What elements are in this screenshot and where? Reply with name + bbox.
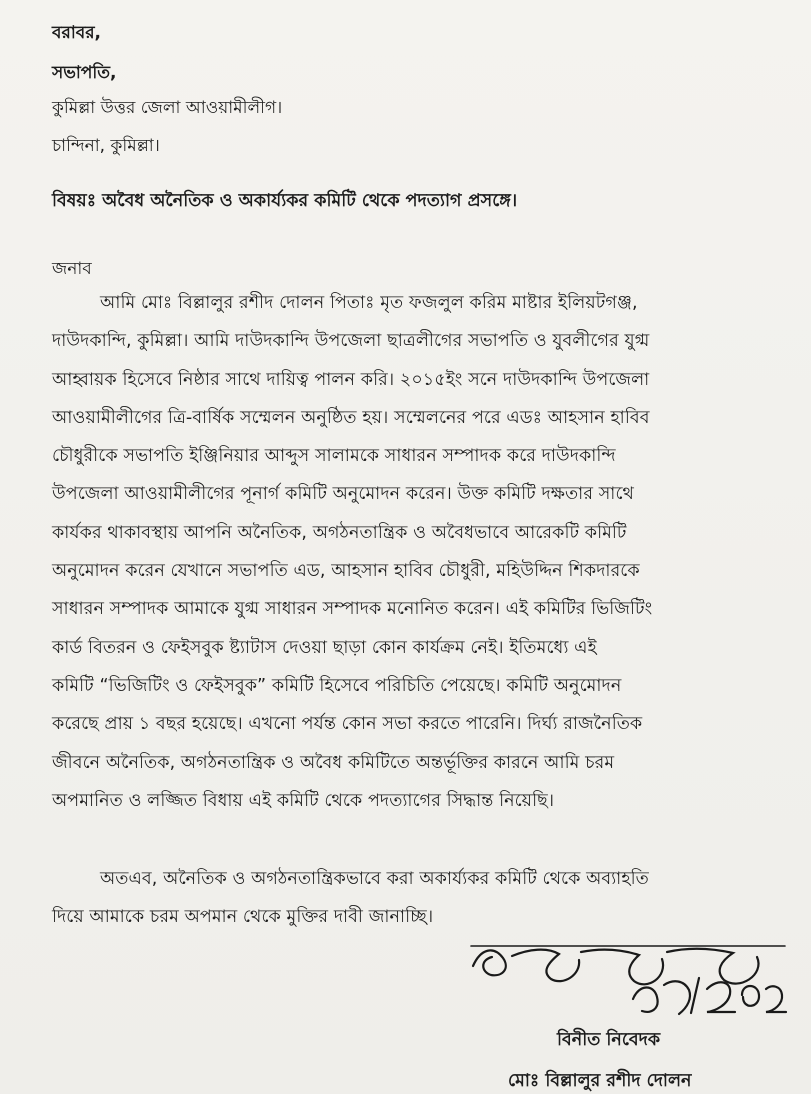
paragraph-1-line-11: কমিটি “ভিজিটিং ও ফেইসবুক” কমিটি হিসেবে পরিচিতি পেয়েছে। কমিটি অনুমোদন <box>52 676 622 696</box>
address-line-2: সভাপতি, <box>52 63 117 83</box>
address-line-4: চান্দিনা, কুমিল্লা। <box>52 136 160 156</box>
paragraph-1-line-5: চৌধুরীকে সভাপতি ইঞ্জিনিয়ার আব্দুস সালামকে সাধারন সম্পাদক করে দাউদকান্দি <box>52 446 616 466</box>
paragraph-1-line-3: আহ্বায়ক হিসেবে নিষ্ঠার সাথে দায়িত্ব পালন করি। ২০১৫ইং সনে দাউদকান্দি উপজেলা <box>52 370 650 390</box>
handwritten-signature <box>463 937 793 1017</box>
paragraph-1-line-9: সাধারন সম্পাদক আমাকে যুগ্ম সাধারন সম্পাদক মনোনিত করেন। এই কমিটির ভিজিটিং <box>52 599 653 619</box>
salutation: জনাব <box>52 259 92 279</box>
address-line-1: বরাবর, <box>52 23 102 43</box>
paragraph-1-line-12: করেছে প্রায় ১ বছর হয়েছে। এখনো পর্যন্ত কোন সভা করতে পারেনি। দির্ঘ্য রাজনৈতিক <box>52 714 643 734</box>
paragraph-1-line-4: আওয়ামীলীগের ত্রি-বার্ষিক সম্মেলন অনুষ্ঠিত হয়। সম্মেলনের পরে এডঃ আহসান হাবিব <box>52 408 650 428</box>
paragraph-1-line-10: কার্ড বিতরন ও ফেইসবুক ষ্ট্যাটাস দেওয়া ছাড়া কোন কার্যক্রম নেই। ইতিমধ্যে এই <box>52 638 597 658</box>
paragraph-1-line-6: উপজেলা আওয়ামীলীগের পূনার্গ কমিটি অনুমোদন করেন। উক্ত কমিটি দক্ষতার সাথে <box>52 484 634 504</box>
signature-scribble <box>463 937 793 1017</box>
paragraph-2-line-2: দিয়ে আমাকে চরম অপমান থেকে মুক্তির দাবী জানাচ্ছি। <box>52 907 434 927</box>
address-line-3: কুমিল্লা উত্তর জেলা আওয়ামীলীগ। <box>52 98 283 118</box>
paragraph-1-line-2: দাউদকান্দি, কুমিল্লা। আমি দাউদকান্দি উপজেলা ছাত্রলীগের সভাপতি ও যুবলীগের যুগ্ম <box>52 331 650 351</box>
paragraph-1-line-13: জীবনে অনৈতিক, অগঠনতান্ত্রিক ও অবৈধ কমিটিতে অন্তর্ভূক্তির কারনে আমি চরম <box>52 753 615 773</box>
paragraph-2-line-1: অতএব, অনৈতিক ও অগঠনতান্ত্রিকভাবে করা অকার্য্যকর কমিটি থেকে অব্যাহতি <box>100 869 649 889</box>
paragraph-1-line-14: অপমানিত ও লজ্জিত বিধায় এই কমিটি থেকে পদত্যাগের সিদ্ধান্ত নিয়েছি। <box>52 791 555 811</box>
paragraph-1-line-7: কার্যকর থাকাবস্থায় আপনি অনৈতিক, অগঠনতান্ত্রিক ও অবৈধভাবে আরেকটি কমিটি <box>52 523 627 543</box>
closing-text: বিনীত নিবেদক <box>557 1030 661 1050</box>
paragraph-1-line-1: আমি মোঃ বিল্লালুর রশীদ দোলন পিতাঃ মৃত ফজলুল করিম মাষ্টার ইলিয়টগঞ্জ, <box>100 293 638 313</box>
paragraph-1-line-8: অনুমোদন করেন যেখানে সভাপতি এড, আহসান হাবিব চৌধুরী, মহিউদ্দিন শিকদারকে <box>52 561 640 581</box>
subject-line: বিষয়ঃ অবৈধ অনৈতিক ও অকার্য্যকর কমিটি থেকে পদত্যাগ প্রসঙ্গে। <box>52 191 518 211</box>
signer-name: মোঃ বিল্লালুর রশীদ দোলন <box>508 1071 692 1091</box>
